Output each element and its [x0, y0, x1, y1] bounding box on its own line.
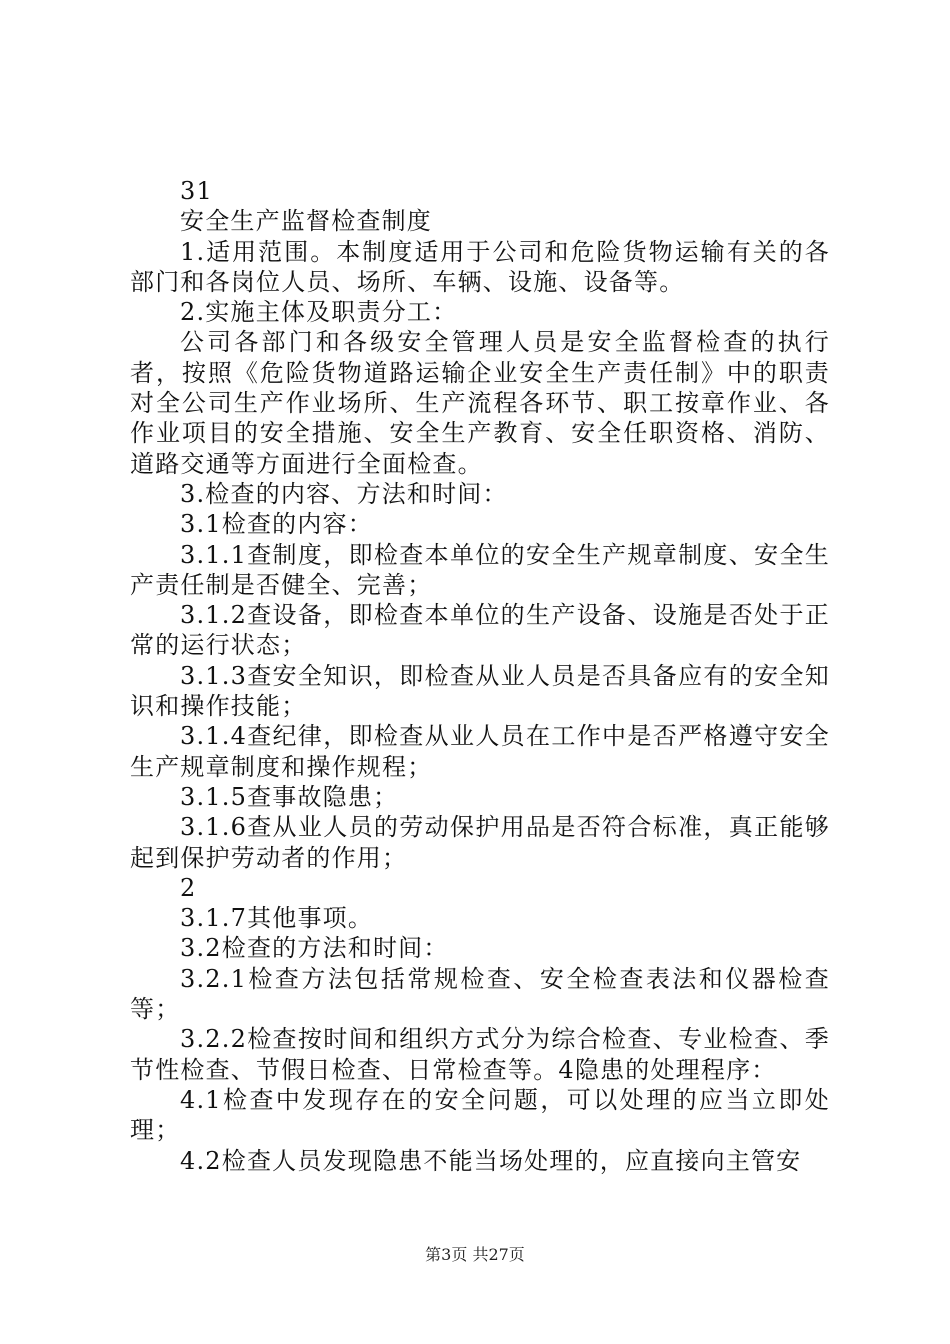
- paragraph: 3.1.1查制度，即检查本单位的安全生产规章制度、安全生产责任制是否健全、完善；: [130, 540, 830, 599]
- document-body: [130, 176, 830, 1176]
- paragraph: 3.2.1检查方法包括常规检查、安全检查表法和仪器检查等；: [130, 964, 830, 1024]
- paragraph: 3.1.7其他事项。: [180, 904, 374, 933]
- paragraph: 公司各部门和各级安全管理人员是安全监督检查的执行者，按照《危险货物道路运输企业安全生产责任制》中的职责对全公司生产作业场所、生产流程各环节、职工按章作业、各作业项目的安全措施、安全生产教育、安全任职资格、消防、道路交通等方面进行全面检查。: [130, 328, 830, 478]
- paragraph: 3.1.4查纪律，即检查从业人员在工作中是否严格遵守安全生产规章制度和操作规程；: [130, 722, 830, 781]
- paragraph: 3.2检查的方法和时间：: [180, 934, 449, 963]
- paragraph: 4.1检查中发现存在的安全问题，可以处理的应当立即处理；: [130, 1085, 830, 1145]
- paragraph: 4.2检查人员发现隐患不能当场处理的，应直接向主管安: [180, 1146, 802, 1175]
- paragraph: 31: [180, 177, 213, 205]
- paragraph: 2.实施主体及职责分工：: [180, 298, 458, 327]
- paragraph: 3.2.2检查按时间和组织方式分为综合检查、专业检查、季节性检查、节假日检查、日常检查等。4隐患的处理程序：: [130, 1025, 830, 1084]
- paragraph: 3.1.3查安全知识，即检查从业人员是否具备应有的安全知识和操作技能；: [130, 661, 830, 721]
- paragraph: 3.1检查的内容：: [180, 510, 373, 539]
- page-footer: 第3页 共27页: [425, 1245, 525, 1264]
- paragraph: 3.检查的内容、方法和时间：: [180, 479, 508, 508]
- paragraph: 1.适用范围。本制度适用于公司和危险货物运输有关的各部门和各岗位人员、场所、车辆、设施、设备等。: [130, 237, 830, 296]
- paragraph: 3.1.5查事故隐患；: [180, 782, 399, 811]
- paragraph: 2: [180, 873, 197, 902]
- paragraph: 3.1.6查从业人员的劳动保护用品是否符合标准，真正能够起到保护劳动者的作用；: [130, 813, 830, 872]
- paragraph: 3.1.2查设备，即检查本单位的生产设备、设施是否处于正常的运行状态；: [130, 601, 830, 660]
- document-title: 安全生产监督检查制度: [180, 207, 432, 236]
